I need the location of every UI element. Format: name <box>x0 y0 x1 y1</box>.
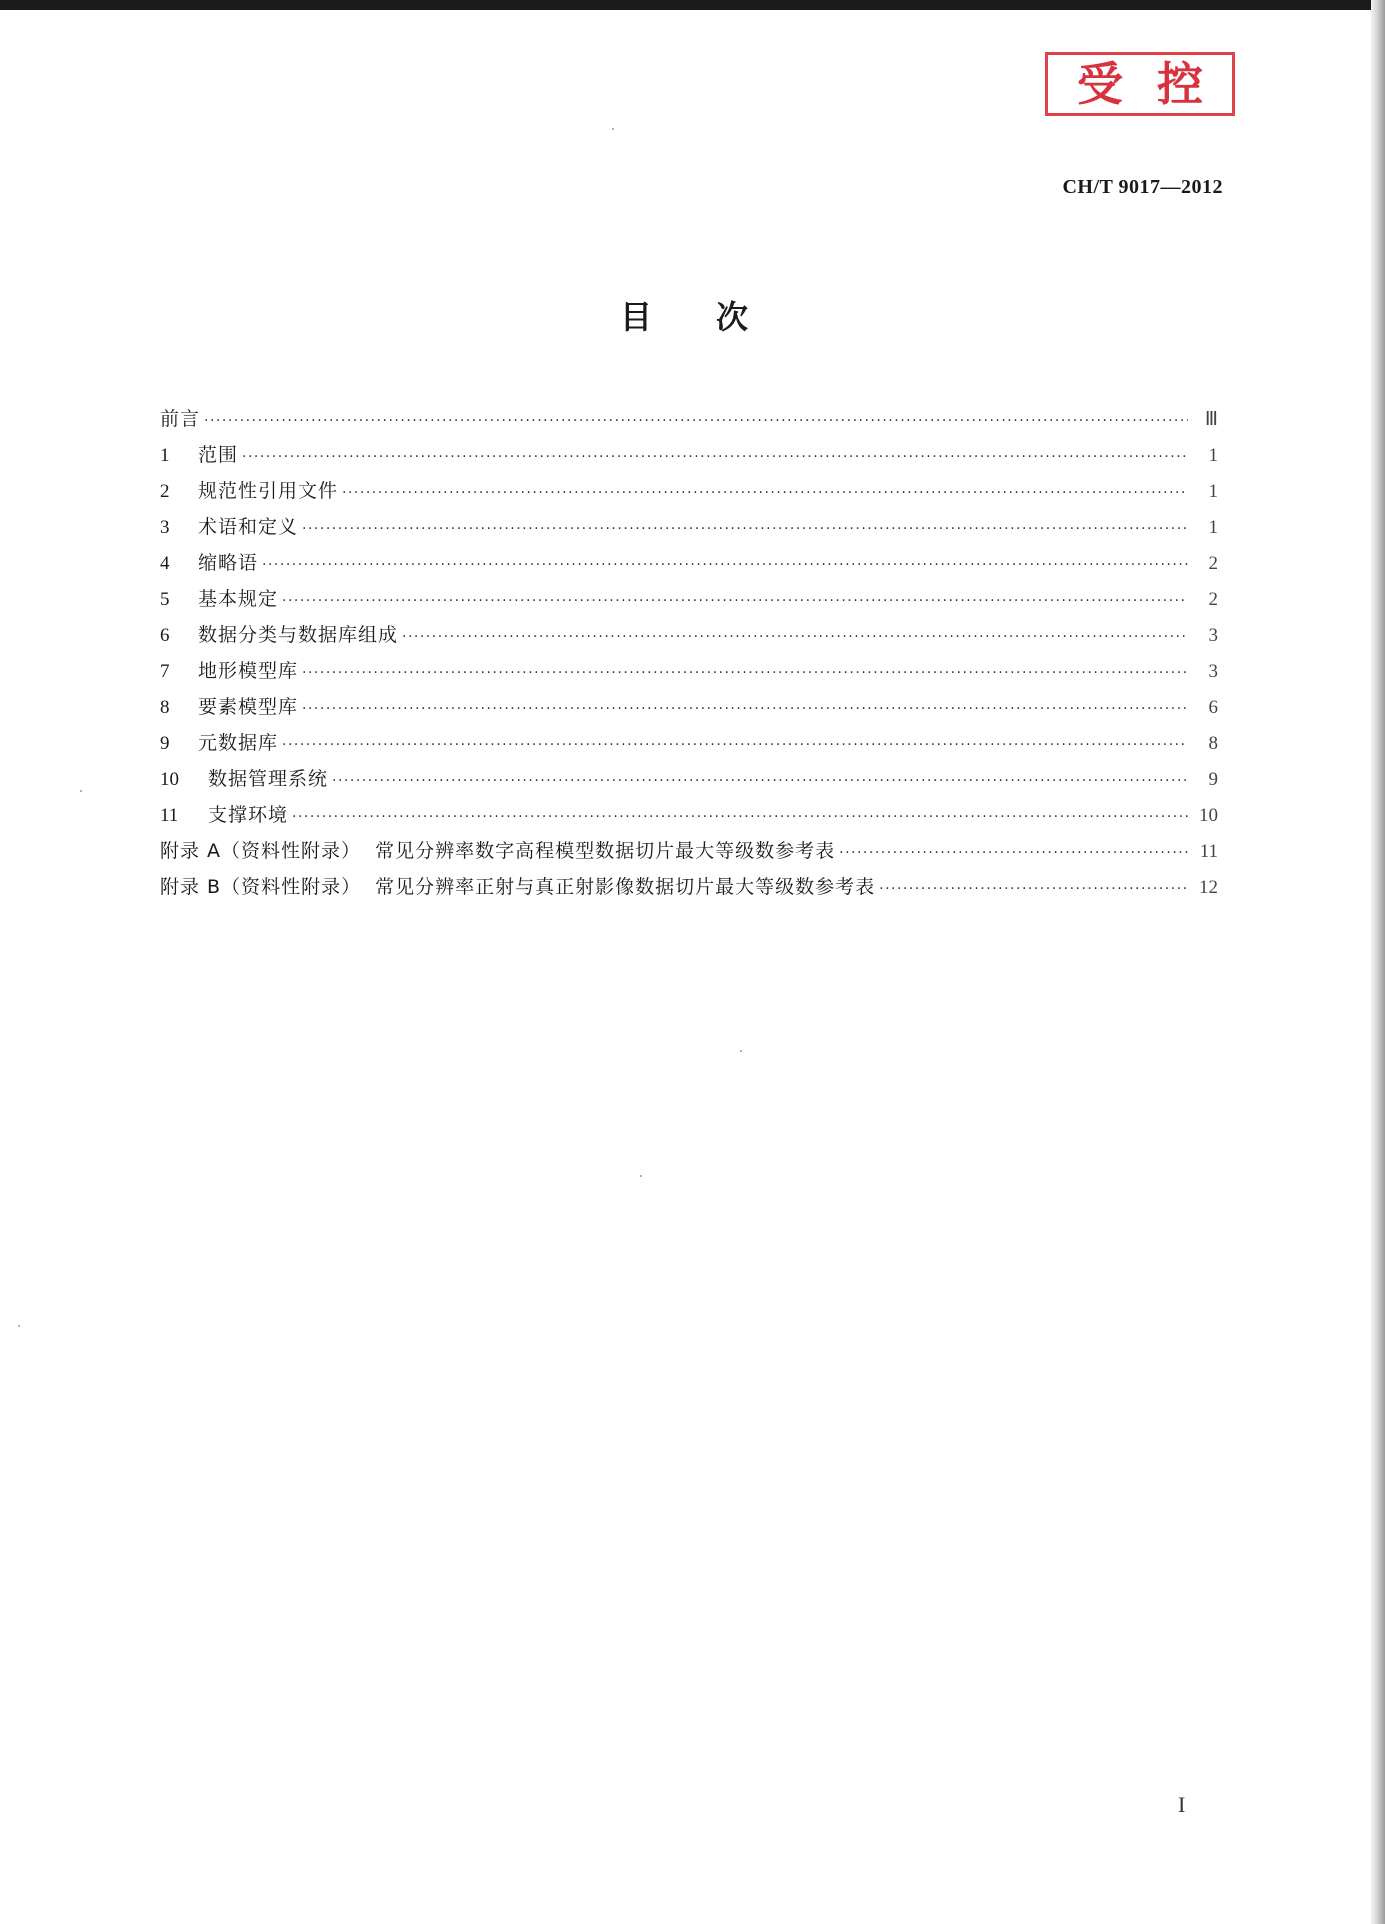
toc-entry-label: 缩略语 <box>198 552 259 574</box>
scan-speck <box>640 1175 642 1177</box>
toc-entry-page: Ⅲ <box>1204 409 1218 430</box>
toc-dot-leader <box>402 629 1188 645</box>
toc-dot-leader <box>839 845 1188 861</box>
toc-dot-leader <box>302 521 1188 537</box>
toc-entry[interactable] <box>160 728 1218 764</box>
toc-entry-label: 要素模型库 <box>198 696 299 718</box>
scan-top-edge <box>0 0 1385 10</box>
toc-entry[interactable] <box>160 656 1218 692</box>
toc-entry[interactable] <box>160 620 1218 656</box>
page-number: I <box>1178 1792 1186 1817</box>
toc-entry-page: 11 <box>1199 841 1218 862</box>
toc-entry-label: 前言 <box>160 408 201 430</box>
toc-dot-leader <box>302 665 1188 681</box>
toc-entry-number: 3 <box>160 517 170 538</box>
toc-entry[interactable] <box>160 764 1218 800</box>
toc-entry-label: 规范性引用文件 <box>198 480 339 502</box>
toc-entry-number: 10 <box>160 769 179 790</box>
toc-entry-page: 1 <box>1208 445 1218 466</box>
toc-title: 目次 <box>620 298 813 336</box>
toc-entry-page: 10 <box>1199 805 1218 826</box>
toc-entry-page: 12 <box>1199 877 1218 898</box>
toc-entry-number: 4 <box>160 553 170 574</box>
table-of-contents <box>160 404 1218 908</box>
toc-dot-leader <box>262 557 1188 573</box>
toc-entry-number: 8 <box>160 697 170 718</box>
toc-entry-page: 6 <box>1208 697 1218 718</box>
toc-entry-page: 9 <box>1208 769 1218 790</box>
scan-speck <box>80 790 82 792</box>
controlled-stamp <box>1045 52 1235 116</box>
toc-dot-leader <box>204 413 1188 429</box>
toc-dot-leader <box>242 449 1188 465</box>
toc-entry[interactable] <box>160 836 1218 872</box>
toc-entry-label: 附录 A（资料性附录） 常见分辨率数字高程模型数据切片最大等级数参考表 <box>160 840 836 862</box>
toc-entry-number: 6 <box>160 625 170 646</box>
toc-entry[interactable] <box>160 440 1218 476</box>
toc-entry-number: 2 <box>160 481 170 502</box>
toc-entry-label: 附录 B（资料性附录） 常见分辨率正射与真正射影像数据切片最大等级数参考表 <box>160 876 876 898</box>
toc-entry-label: 支撑环境 <box>208 804 289 826</box>
toc-dot-leader <box>342 485 1188 501</box>
toc-entry[interactable] <box>160 872 1218 908</box>
stamp-char-1: 受 <box>1077 57 1123 111</box>
toc-entry[interactable] <box>160 692 1218 728</box>
toc-entry[interactable] <box>160 800 1218 836</box>
toc-entry[interactable] <box>160 548 1218 584</box>
toc-dot-leader <box>292 809 1188 825</box>
toc-entry-page: 2 <box>1208 553 1218 574</box>
toc-entry-label: 范围 <box>198 444 239 466</box>
toc-entry[interactable] <box>160 584 1218 620</box>
toc-entry-label: 术语和定义 <box>198 516 299 538</box>
scan-speck <box>740 1050 742 1052</box>
toc-entry-label: 数据分类与数据库组成 <box>198 624 399 646</box>
toc-dot-leader <box>879 881 1188 897</box>
toc-entry-number: 7 <box>160 661 170 682</box>
toc-entry[interactable] <box>160 476 1218 512</box>
toc-entry[interactable] <box>160 404 1218 440</box>
toc-entry-page: 3 <box>1208 661 1218 682</box>
toc-entry-label: 地形模型库 <box>198 660 299 682</box>
scan-speck <box>18 1325 20 1327</box>
stamp-char-2: 控 <box>1157 57 1203 111</box>
toc-entry-page: 2 <box>1208 589 1218 610</box>
toc-entry[interactable] <box>160 512 1218 548</box>
toc-entry-page: 8 <box>1208 733 1218 754</box>
toc-dot-leader <box>332 773 1188 789</box>
toc-entry-label: 元数据库 <box>198 732 279 754</box>
toc-entry-number: 1 <box>160 445 170 466</box>
toc-dot-leader <box>282 593 1188 609</box>
toc-dot-leader <box>302 701 1188 717</box>
toc-dot-leader <box>282 737 1188 753</box>
scan-speck <box>612 128 614 130</box>
toc-entry-page: 1 <box>1208 481 1218 502</box>
toc-entry-number: 11 <box>160 805 179 826</box>
toc-entry-label: 数据管理系统 <box>208 768 329 790</box>
toc-entry-page: 1 <box>1208 517 1218 538</box>
toc-entry-page: 3 <box>1208 625 1218 646</box>
toc-entry-number: 5 <box>160 589 170 610</box>
standard-code: CH/T 9017—2012 <box>1062 176 1223 198</box>
toc-entry-label: 基本规定 <box>198 588 279 610</box>
toc-entry-number: 9 <box>160 733 170 754</box>
scan-right-edge <box>1371 0 1385 1924</box>
